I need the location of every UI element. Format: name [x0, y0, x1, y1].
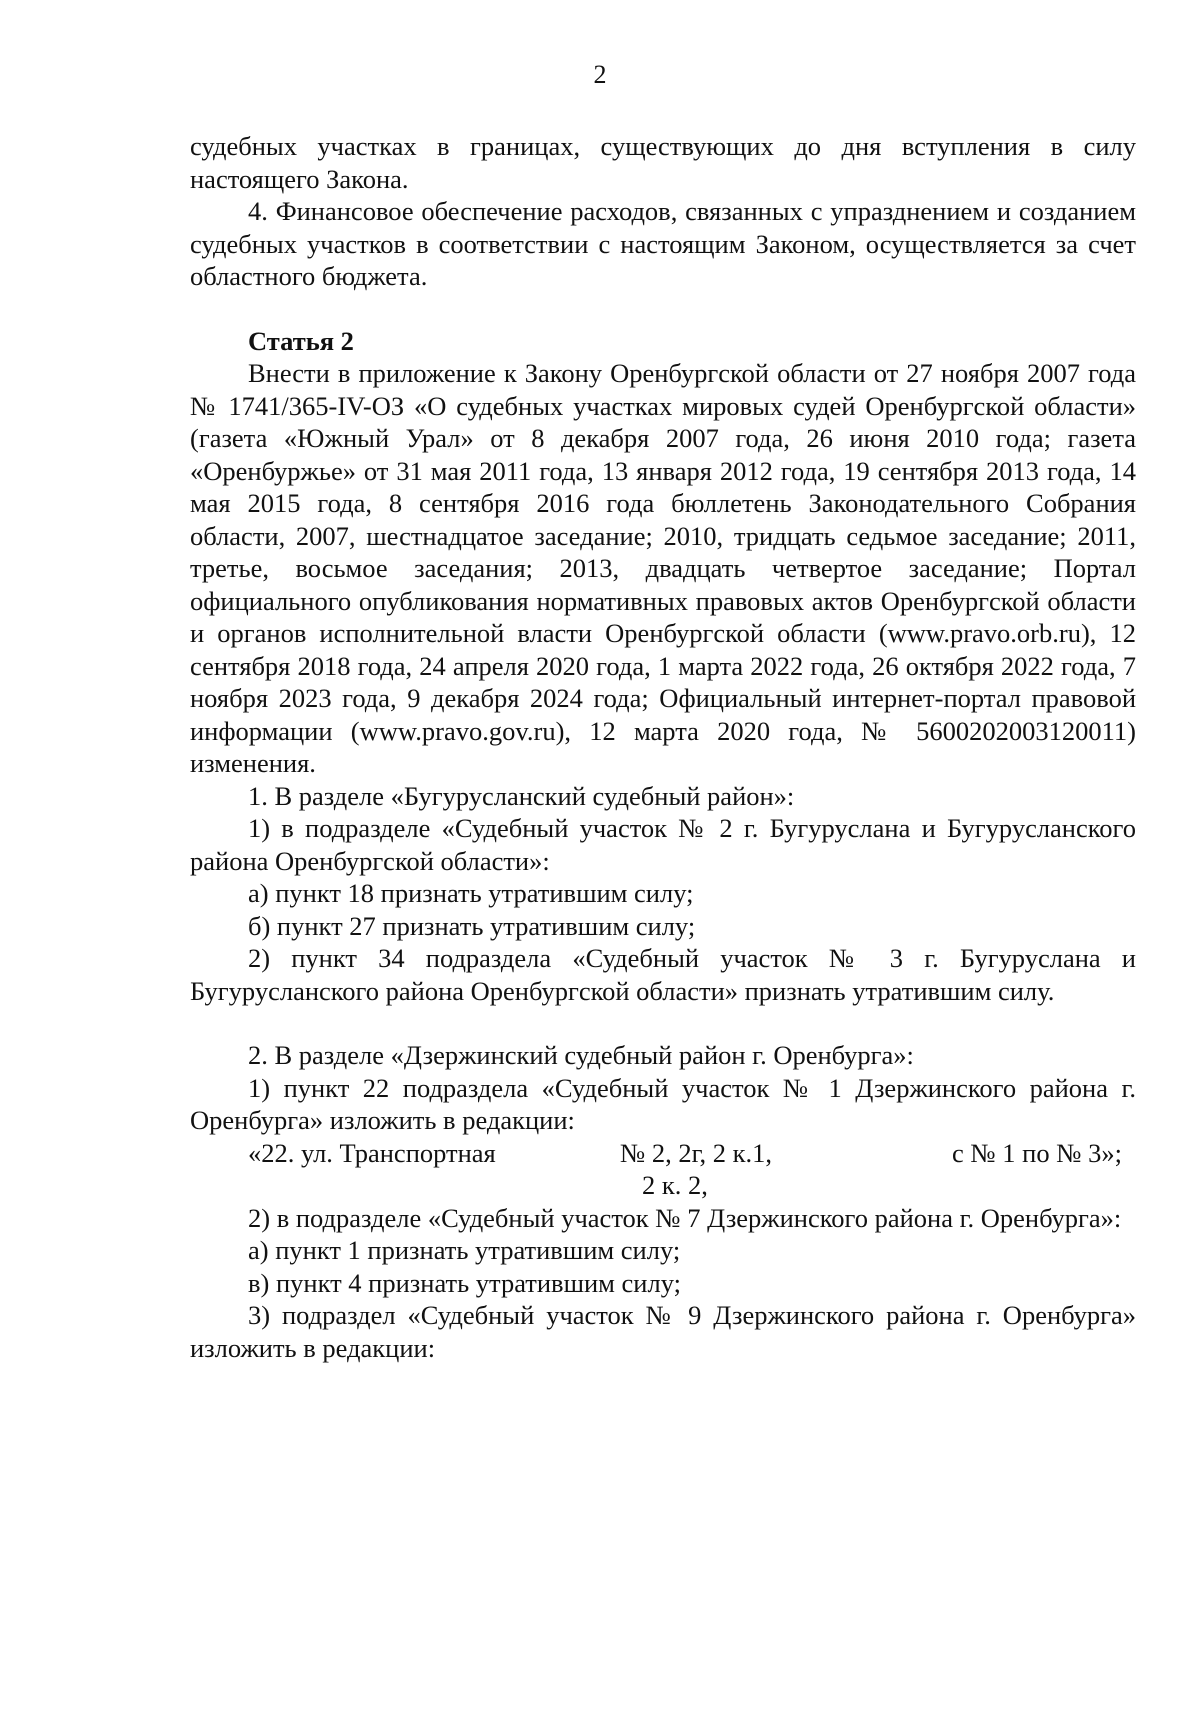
- paragraph: Внести в приложение к Закону Оренбургской области от 27 ноября 2007 года № 1741/365-IV-ОЗ «О судебных участках мировых судей Оренбургской области» (газета «Южный Урал» от 8 декабря 2007 года, 26 июня 2010 года; газета «Оренбуржье» от 31 мая 2011 года, 13 января 2012 года, 19 сентября 2013 года, 14 мая 2015 года, 8 сентября 2016 года бюллетень Законодательного Собрания области, 2007, шестнадцатое заседание; 2010, тридцать седьмое заседание; 2011, третье, восьмое заседания; 2013, двадцать четвертое заседание; Портал официального опубликования нормативных правовых актов Оренбургской области и органов исполнительной власти Оренбургской области (www.pravo.orb.ru), 12 сентября 2018 года, 24 апреля 2020 года, 1 марта 2022 года, 26 октября 2022 года, 7 ноября 2023 года, 9 декабря 2024 года; Официальный интернет-портал правовой информации (www.pravo.gov.ru), 12 марта 2020 года, № 5600202003120011) изменения.: [190, 358, 1136, 778]
- section-item: 1. В разделе «Бугурусланский судебный район»:: [248, 780, 795, 811]
- paragraph: 4. Финансовое обеспечение расходов, связанных с упразднением и созданием судебных участков в соответствии с настоящим Законом, осуществляется за счет областного бюджета.: [190, 196, 1136, 291]
- list-item: а) пункт 18 признать утратившим силу;: [248, 878, 694, 908]
- paragraph: судебных участках в границах, существующих до дня вступления в силу настоящего Закона.: [190, 131, 1136, 194]
- list-item: а) пункт 1 признать утратившим силу;: [248, 1235, 681, 1265]
- entry-street: «22. ул. Транспортная: [248, 1137, 496, 1168]
- entry-houses: № 2, 2г, 2 к.1,: [620, 1137, 773, 1168]
- section-item: 2. В разделе «Дзержинский судебный район г. Оренбурга»:: [248, 1040, 914, 1070]
- subsection-item: 2) пункт 34 подраздела «Судебный участок № 3 г. Бугуруслана и Бугурусланского района Оренбургской области» признать утратившим силу.: [190, 943, 1136, 1006]
- page-number: 2: [593, 60, 607, 89]
- entry-houses-continued: 2 к. 2,: [642, 1170, 708, 1200]
- subsection-item: 1) пункт 22 подраздела «Судебный участок № 1 Дзержинского района г. Оренбурга» изложить в редакции:: [190, 1072, 1136, 1135]
- entry-row-continued: [190, 1169, 1136, 1202]
- document-body: [190, 130, 1136, 1364]
- list-item: б) пункт 27 признать утратившим силу;: [248, 910, 696, 941]
- article-heading: Статья 2: [248, 325, 354, 356]
- entry-row: [190, 1137, 1136, 1170]
- subsection-item: 3) подраздел «Судебный участок № 9 Дзержинского района г. Оренбурга» изложить в редакции:: [190, 1300, 1136, 1363]
- subsection-item: 2) в подразделе «Судебный участок № 7 Дзержинского района г. Оренбурга»:: [248, 1202, 1122, 1233]
- list-item: в) пункт 4 признать утратившим силу;: [248, 1267, 681, 1298]
- subsection-item: 1) в подразделе «Судебный участок № 2 г. Бугуруслана и Бугурусланского района Оренбургской области»:: [190, 813, 1136, 876]
- entry-apartments: с № 1 по № 3»;: [952, 1137, 1122, 1168]
